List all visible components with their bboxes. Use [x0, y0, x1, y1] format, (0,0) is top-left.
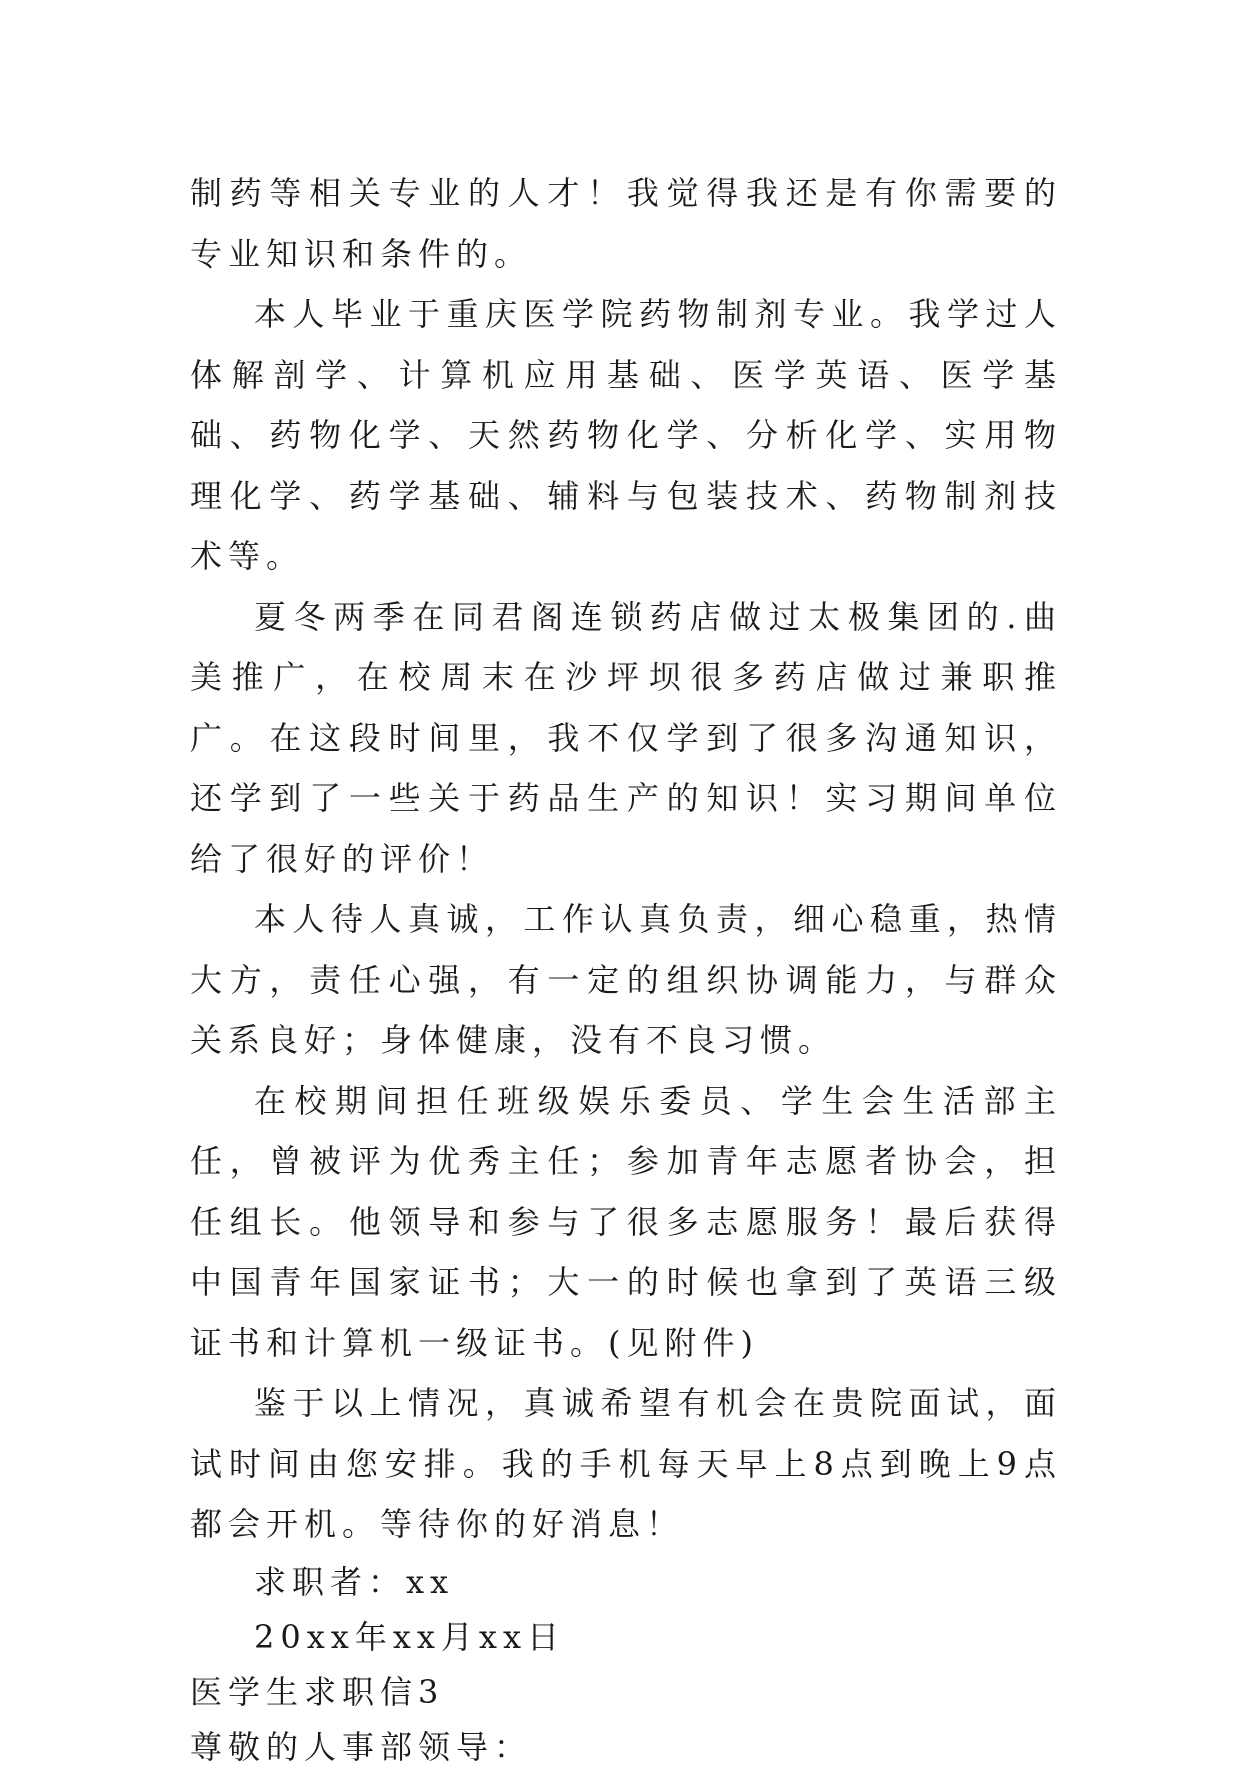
paragraph-4: 本人待人真诚，工作认真负责，细心稳重，热情大方，责任心强，有一定的组织协调能力，与群众关系良好；身体健康，没有不良习惯。 — [190, 900, 1062, 1059]
date: 20xx年xx月xx日 — [254, 1617, 566, 1656]
signature: 求职者：xx — [254, 1562, 455, 1601]
paragraph-6: 鉴于以上情况，真诚希望有机会在贵院面试，面试时间由您安排。我的手机每天早上8点到晚上9点都会开机。等待你的好消息！ — [190, 1384, 1062, 1543]
paragraph-1: 制药等相关专业的人才！我觉得我还是有你需要的专业知识和条件的。 — [190, 174, 1062, 273]
paragraph-2: 本人毕业于重庆医学院药物制剂专业。我学过人体解剖学、计算机应用基础、医学英语、医学基础、药物化学、天然药物化学、分析化学、实用物理化学、药学基础、辅料与包装技术、药物制剂技术等。 — [190, 295, 1062, 575]
next-letter-title: 医学生求职信3 — [190, 1672, 445, 1711]
document-body — [190, 163, 1062, 1775]
paragraph-5: 在校期间担任班级娱乐委员、学生会生活部主任，曾被评为优秀主任；参加青年志愿者协会，担任组长。他领导和参与了很多志愿服务！最后获得中国青年国家证书；大一的时候也拿到了英语三级证书和计算机一级证书。(见附件) — [190, 1081, 1062, 1362]
paragraph-3: 夏冬两季在同君阁连锁药店做过太极集团的.曲美推广，在校周末在沙坪坝很多药店做过兼职推广。在这段时间里，我不仅学到了很多沟通知识，还学到了一些关于药品生产的知识！实习期间单位给了很好的评价！ — [190, 597, 1062, 878]
salutation: 尊敬的人事部领导： — [190, 1727, 533, 1766]
